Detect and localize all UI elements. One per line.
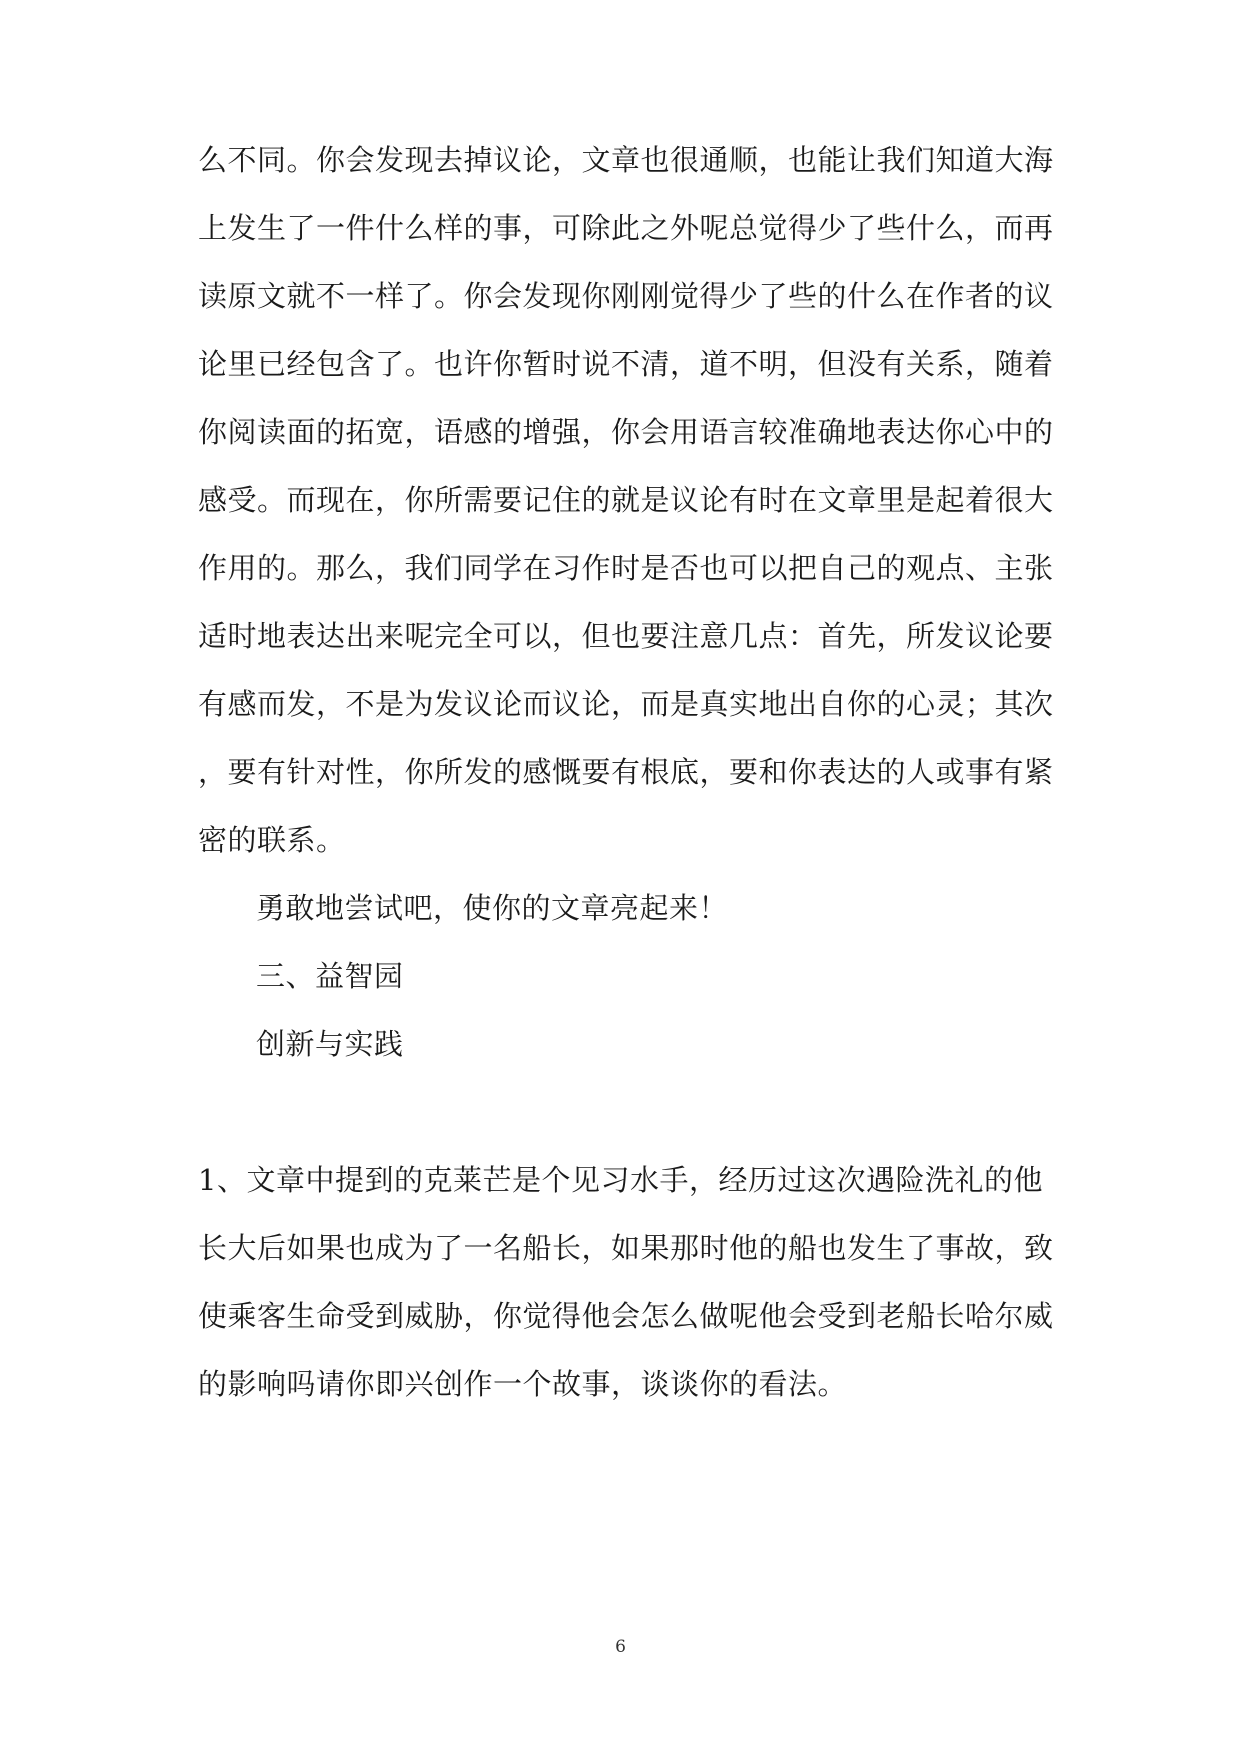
- encouragement-text: 勇敢地尝试吧，使你的文章亮起来！: [256, 891, 729, 925]
- paragraph-line: 么不同。你会发现去掉议论，文章也很通顺，也能让我们知道大海: [198, 143, 1054, 177]
- paragraph-line: 密的联系。: [198, 823, 346, 857]
- paragraph-line: 读原文就不一样了。你会发现你刚刚觉得少了些的什么在作者的议: [198, 279, 1054, 313]
- question-line: 长大后如果也成为了一名船长，如果那时他的船也发生了事故，致: [198, 1231, 1054, 1265]
- page-number: 6: [615, 1637, 626, 1657]
- subheading: 创新与实践: [256, 1027, 404, 1061]
- paragraph-line: 感受。而现在，你所需要记住的就是议论有时在文章里是起着很大: [198, 483, 1054, 517]
- paragraph-line: 上发生了一件什么样的事，可除此之外呢总觉得少了些什么，而再: [198, 211, 1054, 245]
- question-line: 使乘客生命受到威胁，你觉得他会怎么做呢他会受到老船长哈尔威: [198, 1299, 1054, 1333]
- question-line: 的影响吗请你即兴创作一个故事，谈谈你的看法。: [198, 1367, 848, 1401]
- section-heading: 三、益智园: [256, 959, 404, 993]
- paragraph-line: 你阅读面的拓宽，语感的增强，你会用语言较准确地表达你心中的: [198, 415, 1054, 449]
- paragraph-line: 适时地表达出来呢完全可以，但也要注意几点：首先，所发议论要: [198, 619, 1054, 653]
- paragraph-line: 有感而发，不是为发议论而议论，而是真实地出自你的心灵；其次: [198, 687, 1054, 721]
- paragraph-line: 论里已经包含了。也许你暂时说不清，道不明，但没有关系，随着: [198, 347, 1054, 381]
- question-line: 1、文章中提到的克莱芒是个见习水手，经历过这次遇险洗礼的他: [198, 1163, 1043, 1197]
- paragraph-line: 作用的。那么，我们同学在习作时是否也可以把自己的观点、主张: [198, 551, 1054, 585]
- paragraph-line: ，要有针对性，你所发的感慨要有根底，要和你表达的人或事有紧: [198, 755, 1054, 789]
